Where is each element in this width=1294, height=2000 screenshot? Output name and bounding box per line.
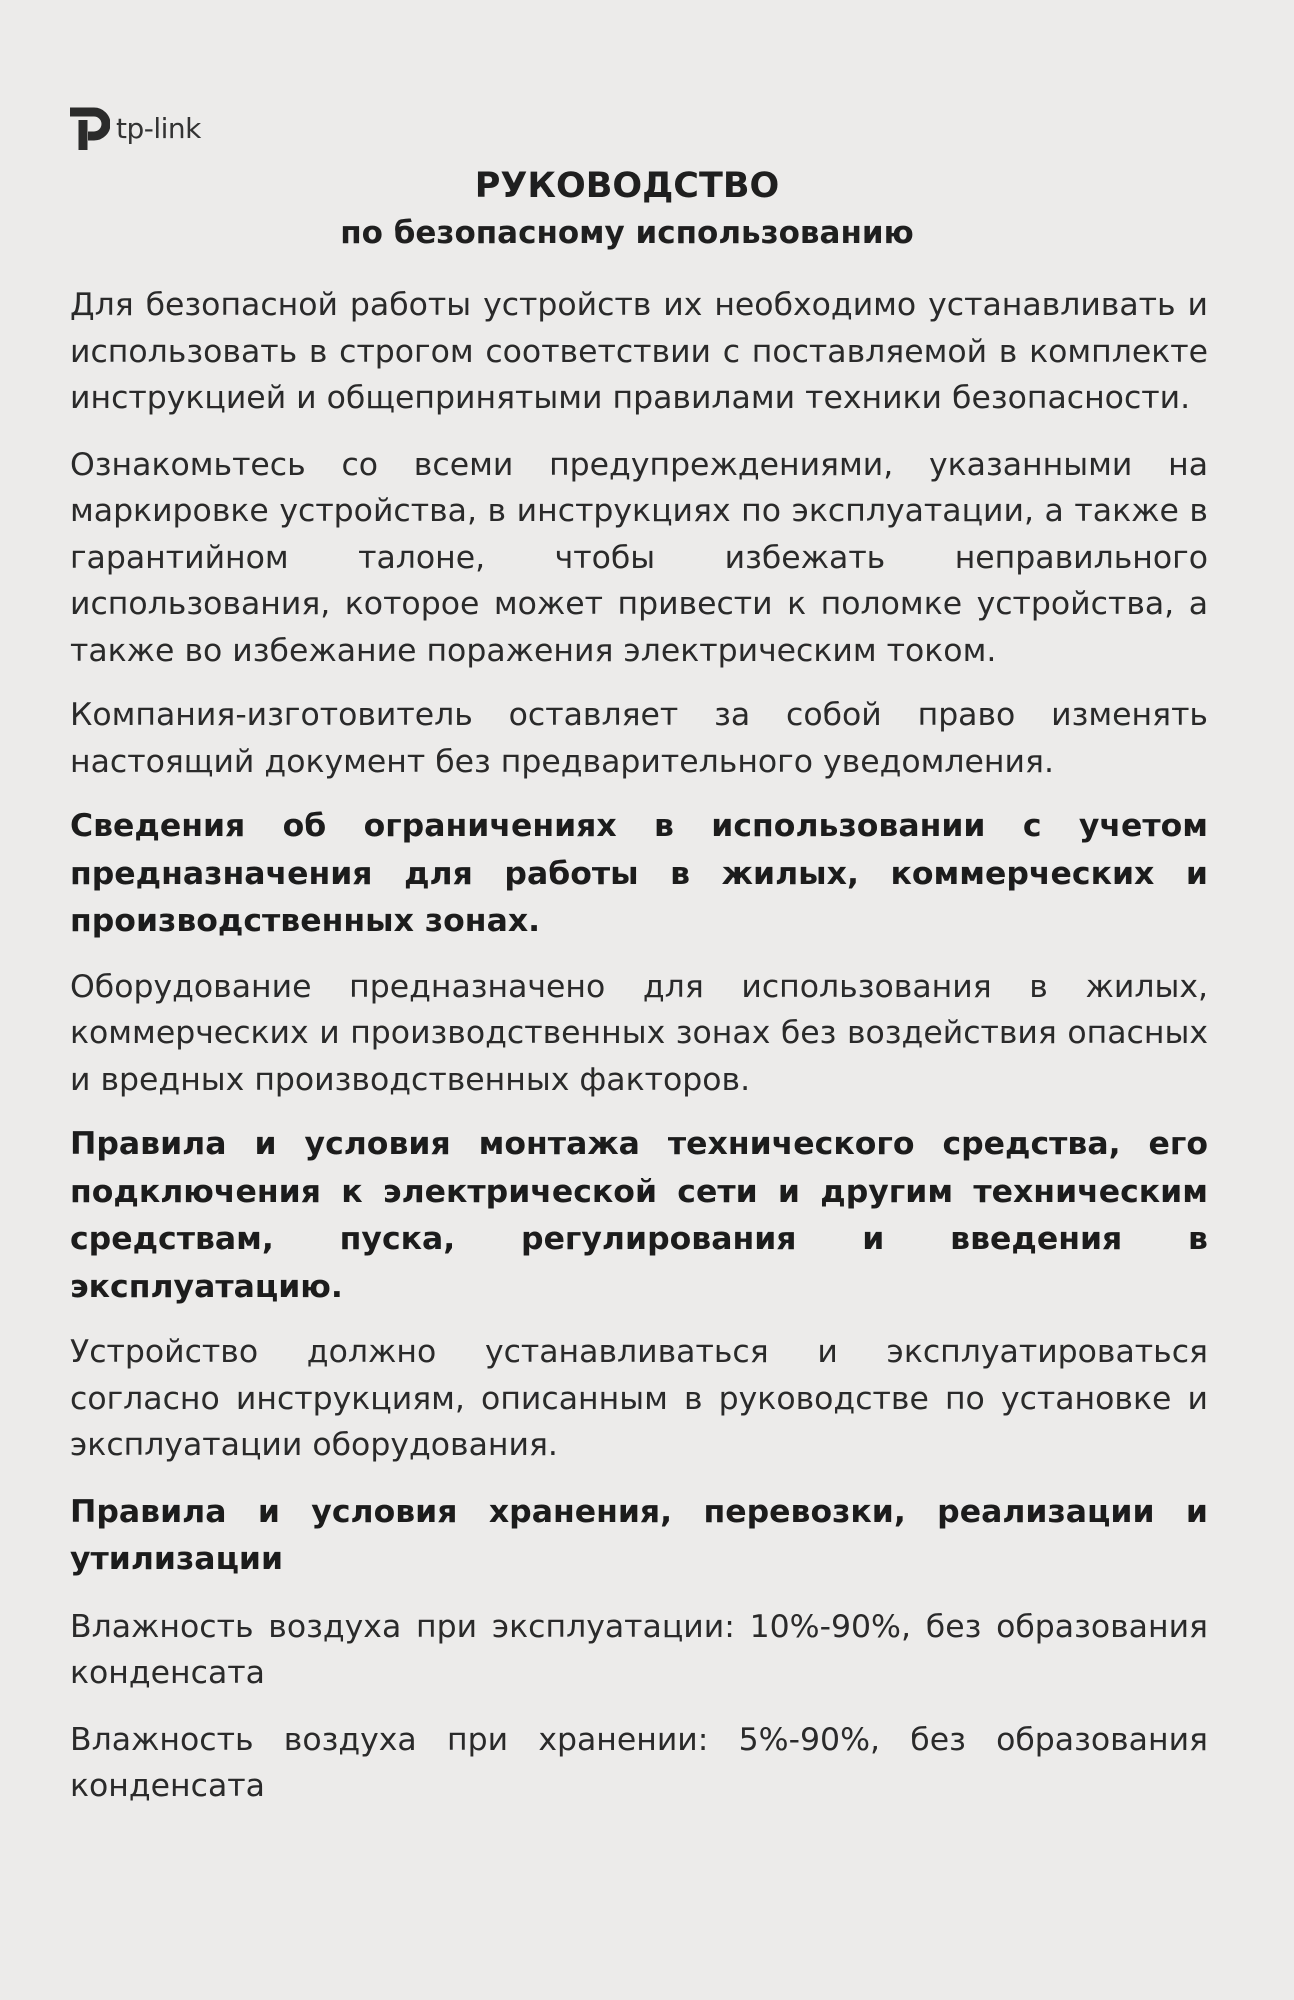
paragraph-operating-humidity: Влажность воздуха при эксплуатации: 10%-90%, без образования конденсата <box>70 1608 1208 1691</box>
paragraph-safe-operation: Для безопасной работы устройств их необходимо устанавливать и использовать в строгом соответствии с поставляемой в комплекте инструкцией и общепринятыми правилами техники безопасности. <box>70 287 1208 416</box>
document-title: РУКОВОДСТВО <box>474 166 780 206</box>
tp-link-logo-icon <box>66 100 110 156</box>
logo-text: tp-link <box>116 111 201 145</box>
paragraph-storage-humidity: Влажность воздуха при хранении: 5%-90%, без образования конденсата <box>70 1721 1208 1804</box>
brand-logo <box>66 98 201 158</box>
paragraph-manufacturer-rights: Компания-изготовитель оставляет за собой право изменять настоящий документ без предварительного уведомления. <box>70 697 1208 780</box>
heading-storage-rules: Правила и условия хранения, перевозки, реализации и утилизации <box>70 1493 1208 1577</box>
document-subtitle: по безопасному использованию <box>340 215 914 251</box>
paragraph-intended-use: Оборудование предназначено для использования в жилых, коммерческих и производственных зонах без воздействия опасных и вредных производственных факторов. <box>70 968 1208 1098</box>
paragraph-warnings: Ознакомьтесь со всеми предупреждениями, указанными на маркировке устройства, в инструкциях по эксплуатации, а также в гарантийном талоне, чтобы избежать неправильного использования, которое может привести к поломке устройства, а также во избежание поражения электрическим током. <box>70 446 1208 669</box>
heading-installation-rules: Правила и условия монтажа технического средства, его подключения к электрической сети и другим техническим средствам, пуска, регулирования и введения в эксплуатацию. <box>70 1126 1208 1305</box>
document-body <box>70 282 1208 1810</box>
paragraph-installation: Устройство должно устанавливаться и эксплуатироваться согласно инструкциям, описанным в руководстве по установке и эксплуатации оборудования. <box>70 1334 1208 1463</box>
heading-usage-restrictions: Сведения об ограничениях в использовании с учетом предназначения для работы в жилых, коммерческих и производственных зонах. <box>70 808 1208 939</box>
